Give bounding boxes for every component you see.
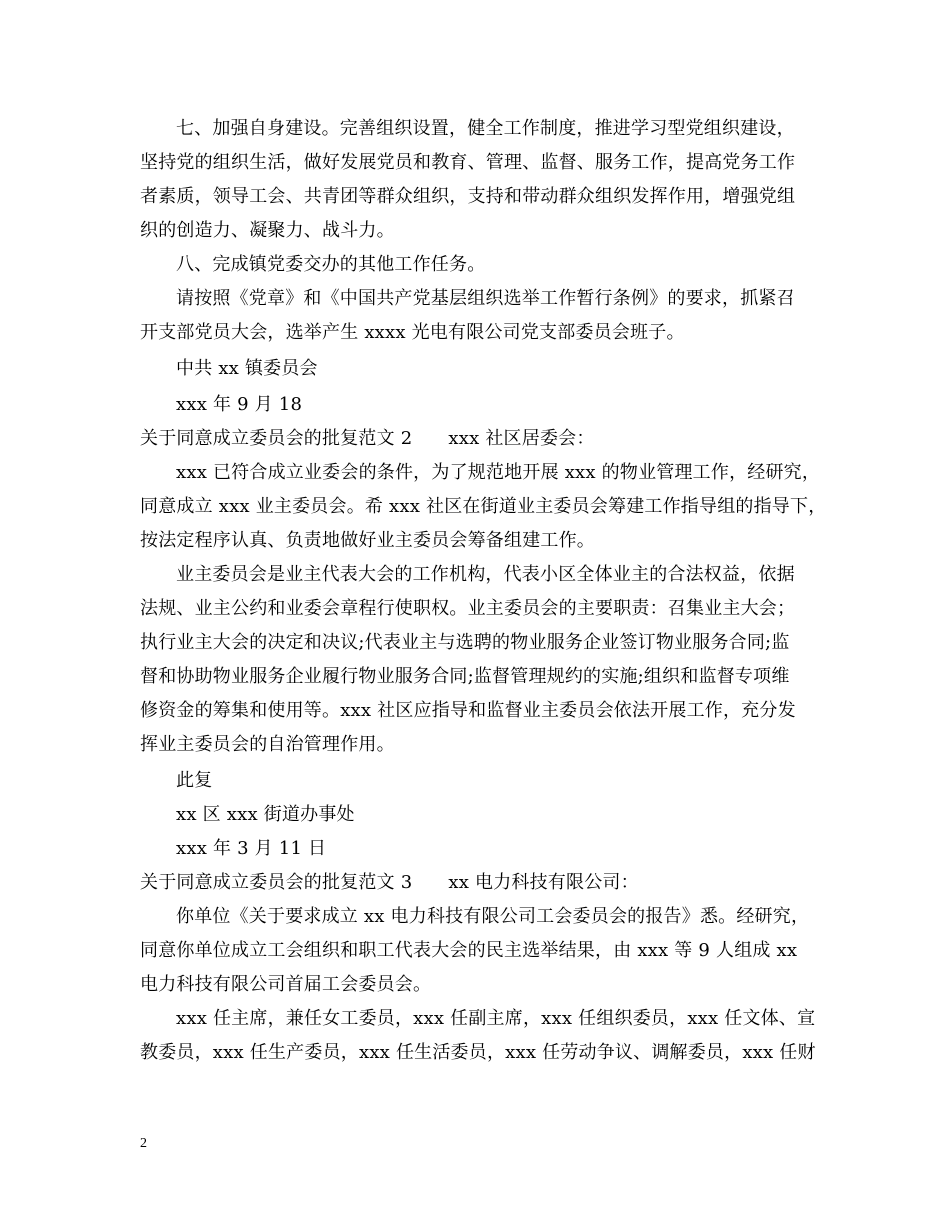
text-line: 执行业主大会的决定和决议;代表业主与选聘的物业服务企业签订物业服务合同;监 (140, 632, 790, 653)
section-title: 关于同意成立委员会的批复范文 3 (140, 872, 413, 893)
text-line: 请按照《党章》和《中国共产党基层组织选举工作暂行条例》的要求，抓紧召 (176, 288, 795, 309)
text-line: 电力科技有限公司首届工会委员会。 (140, 974, 432, 995)
text-line: 教委员，xxx 任生产委员，xxx 任生活委员，xxx 任劳动争议、调解委员，xxx 任财 (140, 1042, 816, 1063)
text-line: 者素质，领导工会、共青团等群众组织，支持和带动群众组织发挥作用，增强党组 (140, 186, 796, 207)
section-title-line (140, 866, 639, 900)
text-line: xxx 任主席，兼任女工委员，xxx 任副主席，xxx 任组织委员，xxx 任文体、宣 (176, 1008, 816, 1029)
text-line: 八、完成镇党委交办的其他工作任务。 (176, 254, 486, 275)
text-line: 法规、业主公约和业委会章程行使职权。业主委员会的主要职责：召集业主大会； (140, 598, 796, 619)
text-line: 挥业主委员会的自治管理作用。 (140, 734, 395, 755)
section-title-line (140, 422, 595, 456)
text-line: 修资金的筹集和使用等。xxx 社区应指导和监督业主委员会依法开展工作，充分发 (140, 700, 796, 721)
recipient: xx 电力科技有限公司： (448, 872, 639, 893)
section-title: 关于同意成立委员会的批复范文 2 (140, 428, 413, 449)
closing-line: 此复 (176, 770, 213, 791)
text-line: 同意成立 xxx 业主委员会。希 xxx 社区在街道业主委员会筹建工作指导组的指导下， (140, 496, 827, 517)
text-line: 织的创造力、凝聚力、战斗力。 (140, 220, 395, 241)
text-line: 开支部党员大会，选举产生 xxxx 光电有限公司党支部委员会班子。 (140, 322, 685, 343)
signature-line: 中共 xx 镇委员会 (176, 358, 318, 379)
text-line: xxx 已符合成立业委会的条件，为了规范地开展 xxx 的物业管理工作，经研究， (176, 462, 821, 483)
text-line: 你单位《关于要求成立 xx 电力科技有限公司工会委员会的报告》悉。经研究， (176, 906, 810, 927)
text-line: 坚持党的组织生活，做好发展党员和教育、管理、监督、服务工作，提高党务工作 (140, 152, 796, 173)
text-line: 同意你单位成立工会组织和职工代表大会的民主选举结果，由 xxx 等 9 人组成 xx (140, 940, 798, 961)
text-line: 按法定程序认真、负责地做好业主委员会筹备组建工作。 (140, 530, 595, 551)
date-line: xxx 年 9 月 18 (176, 394, 303, 415)
text-line: 督和协助物业服务企业履行物业服务合同;监督管理规约的实施;组织和监督专项维 (140, 666, 790, 687)
text-line: 七、加强自身建设。完善组织设置，健全工作制度，推进学习型党组织建设， (176, 118, 795, 139)
recipient: xxx 社区居委会： (448, 428, 595, 449)
text-line: 业主委员会是业主代表大会的工作机构，代表小区全体业主的合法权益，依据 (176, 564, 795, 585)
date-line: xxx 年 3 月 11 日 (176, 838, 327, 859)
signature-line: xx 区 xxx 街道办事处 (176, 804, 355, 825)
page-number: 2 (140, 1136, 147, 1151)
